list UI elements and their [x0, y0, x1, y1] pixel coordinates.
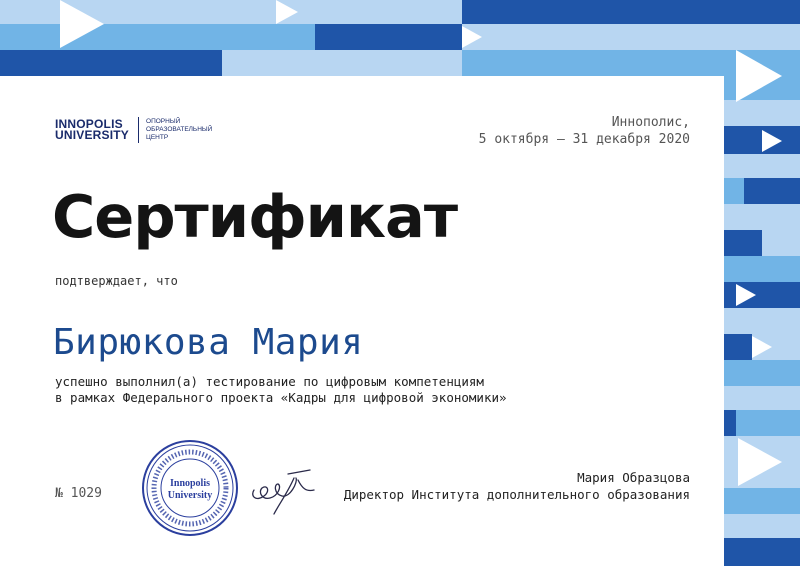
decor-block: [724, 204, 800, 230]
decor-block: [724, 154, 800, 178]
certificate-title: Сертификат: [52, 182, 458, 251]
decor-block: [724, 178, 744, 204]
decor-triangle: [762, 130, 782, 152]
confirms-text: подтверждает, что: [55, 274, 178, 288]
right-decor-band: [724, 76, 800, 566]
logo-line-2: UNIVERSITY: [55, 128, 130, 142]
decor-triangle: [738, 438, 782, 486]
decor-block: [724, 360, 800, 386]
decor-block: [724, 538, 800, 566]
decor-block: [0, 24, 40, 50]
decor-block: [724, 514, 800, 538]
center-caption-line-3: ЦЕНТР: [146, 134, 169, 141]
decor-block: [724, 488, 800, 514]
stamp-graphic: [140, 438, 240, 538]
decor-triangle: [752, 336, 772, 358]
recipient-name: Бирюкова Мария: [53, 322, 364, 363]
handwritten-signature: [248, 462, 318, 522]
logo-center-caption: [146, 118, 212, 142]
description-line-2: в рамках Федерального проекта «Кадры для цифровой экономики»: [55, 390, 507, 405]
innopolis-logo: [55, 117, 212, 143]
center-caption-line-2: ОБРАЗОВАТЕЛЬНЫЙ: [146, 126, 213, 133]
signer-block: [344, 469, 690, 503]
decor-block: [724, 100, 800, 126]
decor-block: [724, 410, 736, 436]
decor-block: [462, 24, 800, 50]
decor-block: [315, 24, 462, 50]
decor-block: [736, 410, 800, 436]
university-stamp: [140, 438, 240, 538]
signer-position: Директор Института дополнительного образования: [343, 487, 690, 502]
decor-triangle: [736, 50, 782, 102]
logo-line-1: INNOPOLIS: [55, 117, 123, 131]
signer-name: Мария Образцова: [577, 470, 690, 485]
decor-block: [724, 230, 762, 256]
decor-block: [462, 0, 800, 24]
decor-block: [724, 386, 800, 410]
decor-block: [0, 50, 222, 76]
decor-triangle: [276, 0, 298, 24]
decor-triangle: [60, 0, 104, 48]
decor-block: [724, 256, 800, 282]
decor-block: [724, 308, 800, 334]
certificate-number: № 1029: [55, 486, 102, 501]
dates: 5 октября — 31 декабря 2020: [478, 132, 690, 147]
place-and-dates: [479, 114, 690, 148]
description: [55, 374, 507, 406]
stamp-line-2: University: [167, 490, 213, 501]
signature-graphic: [248, 462, 318, 522]
logo-divider: [138, 117, 139, 143]
decor-triangle: [462, 26, 482, 48]
logo-wordmark: [55, 119, 129, 141]
top-decor-band: [0, 0, 800, 76]
decor-block: [744, 178, 800, 204]
decor-block: [724, 334, 752, 360]
city: Иннополис,: [611, 115, 690, 130]
decor-triangle: [736, 284, 756, 306]
stamp-line-1: Innopolis: [169, 478, 211, 489]
decor-block: [762, 230, 800, 256]
description-line-1: успешно выполнил(а) тестирование по цифровым компетенциям: [55, 374, 484, 389]
decor-block: [222, 50, 462, 76]
center-caption-line-1: ОПОРНЫЙ: [146, 118, 181, 125]
